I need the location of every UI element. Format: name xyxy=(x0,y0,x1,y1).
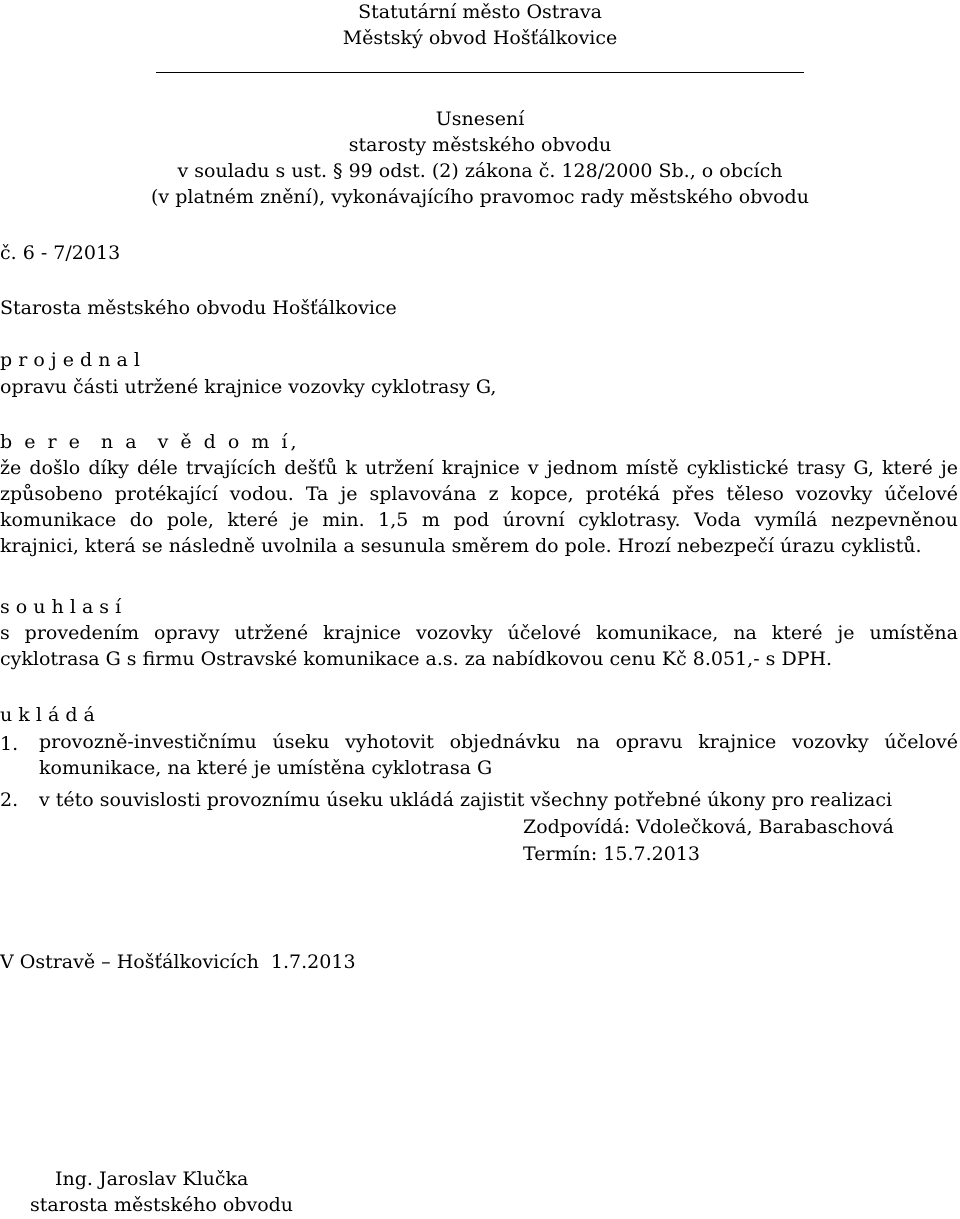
header-district: Městský obvod Hošťálkovice xyxy=(342,27,618,49)
legal-basis: v souladu s ust. § 99 odst. (2) zákona č. 128/2000 Sb., o obcích xyxy=(177,160,783,182)
document-title: Usnesení xyxy=(435,108,525,130)
vedomi-line: krajnici, která se následně uvolnila a sesunula směrem do pole. Hrozí nebezpečí úrazu cyklistů. xyxy=(0,535,922,557)
section-label-vedomi: b e r e n a v ě d o m í, xyxy=(0,431,300,453)
vedomi-paragraph xyxy=(0,455,958,559)
task-number: 2. xyxy=(0,789,19,811)
signatory-role: starosta městského obvodu xyxy=(30,1194,294,1216)
vedomi-line: způsobeno protékající vodou. Ta je splavována z kopce, protéká přes těleso vozovky účelové xyxy=(0,483,958,505)
souhlasi-paragraph xyxy=(0,620,958,672)
task-number: 1. xyxy=(0,733,19,755)
task-2: v této souvislosti provoznímu úseku ukládá zajistit všechny potřebné úkony pro realizaci xyxy=(39,789,893,811)
vedomi-line: komunikace do pole, které je min. 1,5 m pod úrovní cyklotrasy. Voda vymílá nezpevněnou xyxy=(0,509,958,531)
section-label-uklada: u k l á d á xyxy=(0,704,95,726)
souhlasi-line: s provedením opravy utržené krajnice vozovky účelové komunikace, na které je umístěna xyxy=(0,622,958,644)
souhlasi-line: cyklotrasa G s firmu Ostravské komunikace a.s. za nabídkovou cenu Kč 8.051,- s DPH. xyxy=(0,648,833,670)
place-date: V Ostravě – Hošťálkovicích 1.7.2013 xyxy=(0,951,356,973)
task-1-line: provozně-investičnímu úseku vyhotovit objednávku na opravu krajnice vozovky účelové xyxy=(39,731,958,753)
document-subtitle: starosty městského obvodu xyxy=(348,134,612,156)
signatory-name: Ing. Jaroslav Klučka xyxy=(55,1168,249,1190)
resolution-number: č. 6 - 7/2013 xyxy=(0,242,121,264)
section-label-souhlasi: s o u h l a s í xyxy=(0,596,122,618)
header-divider xyxy=(156,72,804,73)
vedomi-line: že došlo díky déle trvajících dešťů k utržení krajnice v jednom místě cyklistické trasy G, které je xyxy=(0,457,958,479)
deadline: Termín: 15.7.2013 xyxy=(523,843,700,865)
task-1-line: komunikace, na které je umístěna cyklotrasa G xyxy=(39,757,493,779)
section-label-projednal: p r o j e d n a l xyxy=(0,349,140,371)
legal-basis-continued: (v platném znění), vykonávajícího pravomoc rady městského obvodu xyxy=(151,186,809,208)
header-city: Statutární město Ostrava xyxy=(358,1,602,23)
author: Starosta městského obvodu Hošťálkovice xyxy=(0,297,397,319)
task-1 xyxy=(39,729,958,781)
projednal-text: opravu části utržené krajnice vozovky cyklotrasy G, xyxy=(0,376,497,398)
responsible-persons: Zodpovídá: Vdolečková, Barabaschová xyxy=(523,816,894,838)
